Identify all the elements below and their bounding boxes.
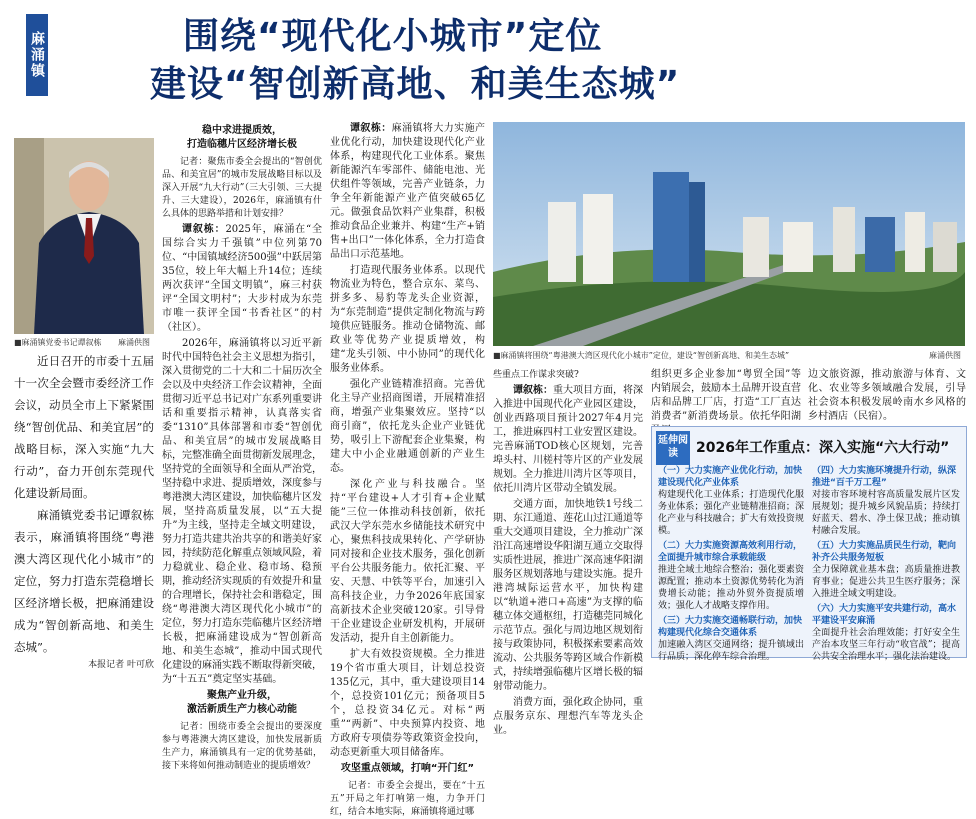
action-item-5 xyxy=(812,540,960,600)
action-item-5-body: 全力保障就业基本盘；高质量推进教育事业；促进公共卫生医疗服务；深入推进全域文明建设。 xyxy=(812,565,960,599)
answer-2-speaker: 谭叙栋： xyxy=(350,123,392,134)
action-item-6 xyxy=(812,603,960,663)
col3-paragraph-5: 扩大有效投资规模。全力推进19个省市重大项目，计划总投资135亿元，其中，重大建设项目14个，总投资101亿元；预备项目5个，总投资34亿元。对标“两重”“两新”、中央预算内投资、地方政府专项债券等政策资金投向，动态更新重大项目储备库。 xyxy=(330,649,485,758)
action-item-3-body: 加速融入湾区交通网络；提升镇域出行品质；深化停车综合治理。 xyxy=(658,640,804,662)
lead-column xyxy=(14,350,154,670)
city-aerial-photo xyxy=(493,122,965,346)
section-tag: 麻涌镇 xyxy=(26,14,48,96)
article-column-4 xyxy=(493,368,643,736)
lead-paragraph-1: 近日召开的市委十五届十一次全会暨市委经济工作会议，动员全市上下紧紧围绕“智创优品、和美宜居”的战略目标，深入实施“九大行动”，奋力开创东莞现代化建设新局面。 xyxy=(14,354,154,500)
action-item-6-title: （六）大力实施平安共建行动，高水平建设平安麻涌 xyxy=(812,604,957,626)
question-3-continued: 些重点工作谋求突破? xyxy=(493,370,579,380)
action-item-1 xyxy=(658,465,804,537)
answer-3-speaker: 谭叙栋： xyxy=(513,385,553,396)
action-item-6-body: 全面提升社会治理效能；打好安全生产治本攻坚三年行动“收官战”；提高公共安全治理水平；强化法治建设。 xyxy=(812,628,960,662)
city-photo-credit: 麻涌供图 xyxy=(929,351,961,360)
action-item-4-body: 对接市容环境村容高质量发展片区发展规划；提升城乡风貌品质；持续打好蓝天、碧水、净土保卫战；推动镇村融合发展。 xyxy=(812,490,960,536)
lead-paragraph-2: 麻涌镇党委书记谭叙栋表示，麻涌镇将围绕“粤港澳大湾区现代化小城市”的定位，努力打造东莞稳增长区经济增长极，把麻涌建设成为“智创新高地、和美生态城”。 xyxy=(14,508,154,654)
answer-1-speaker: 谭叙栋： xyxy=(182,224,226,235)
lead-author: 本报记者 叶可欣 xyxy=(88,660,154,670)
subhead-2 xyxy=(162,689,322,717)
answer-2-text: 麻涌镇将大力实施产业优化行动，加快建设现代化产业体系，构建现代化工业体系。聚焦新能源汽车零部件、储能电池、光伏组件等领域，完善产业链条，力争全年新能源产业产值突破65亿元。做强食品饮料产业集群，积极推动食品企业兼并、构建“生产+销售+出口”一体化体系，全力打造食品出口示范基地。 xyxy=(330,123,486,260)
six-actions-box xyxy=(651,426,967,662)
question-2: 记者：围绕市委全会提出的要深度参与粤港澳大湾区建设，加快发展新质生产力，麻涌镇具有一定的优势基础，接下来将如何推动制造业的提质增效？ xyxy=(162,722,322,771)
portrait-credit: 麻涌供图 xyxy=(118,338,150,347)
subhead-2-line-a: 聚焦产业升级， xyxy=(207,690,277,701)
action-item-1-title: （一）大力实施产业优化行动，加快建设现代化产业体系 xyxy=(658,466,803,488)
extended-reading-badge: 延伸阅读 xyxy=(656,431,690,465)
city-illustration xyxy=(493,122,965,346)
action-item-2-title: （二）大力实施资源高效利用行动，全面提升城市综合承载能级 xyxy=(658,541,803,563)
subhead-3: 攻坚重点领域，打响“开门红” xyxy=(340,763,475,774)
col3-paragraph-2: 打造现代服务业体系。以现代物流业为特色，整合京东、菜鸟、拼多多、易豹等龙头企业资源，为“东莞制造”提供定制化物流与跨境供应链服务。推动仓储物流、邮政业等优势产业提质增效，构建“龙头引领、中小协同”的现代化服务业体系。 xyxy=(330,265,485,374)
answer-2 xyxy=(330,122,485,262)
action-item-2 xyxy=(658,540,804,612)
article-column-2 xyxy=(162,122,323,771)
answer-1-text: 2025年，麻涌在“全国综合实力千强镇”中位列第70位、“中国镇域经济500强”中跃居第35位，较上年大幅上升14位；连续两次获评“全国文明镇”，麻三村获评“全国文明村”；大步村成为东莞市唯一获评全国“书香社区”的村（社区）。 xyxy=(162,224,323,333)
headline-line-2: 建设“智创新高地、和美生态城” xyxy=(150,64,681,105)
action-item-5-title: （五）大力实施品质民生行动，靶向补齐公共服务短板 xyxy=(812,541,957,563)
action-item-4 xyxy=(812,465,960,537)
article-column-6 xyxy=(808,368,966,423)
col5-paragraph-2: 边文旅资源，推动旅游与体育、文化、农业等多领域融合发展，引导社会资本积极发展岭南水乡风格的乡村酒店（民宿）。 xyxy=(808,369,966,422)
subhead-2-line-b: 激活新质生产力核心动能 xyxy=(187,704,297,715)
portrait-photo xyxy=(14,138,154,334)
question-1: 记者：聚焦市委全会提出的“智创优品、和美宜居”的城市发展战略目标以及深入开展“九大行动”（三大引领、三大提升、三大建设），2026年，麻涌镇有什么具体的思路举措和计划安排？ xyxy=(162,157,322,219)
six-actions-title: 2026年工作重点：深入实施“六大行动” xyxy=(696,440,950,456)
col3-paragraph-4: 深化产业与科技融合。坚持“平台建设+人才引育+企业赋能”三位一体推动科技创新，依托武汉大学东莞水乡储能技术研究中心，聚焦科技成果转化、产学研协同对接和企业技术服务，强化创新平台公共服务能力。依托汇聚、平安、天慧、中铁等平台，加速引入高科技企业，力争2026年底国家高新技术企业突破120家。引导骨干企业建设企业研发机构，开展研发活动，提升自主创新能力。 xyxy=(330,479,485,644)
col2-paragraph-2: 2026年，麻涌镇将以习近平新时代中国特色社会主义思想为指引，深入贯彻党的二十大和二十届历次全会以及中央经济工作会议精神，全面贯彻习近平总书记对广东系列重要讲话和重要指示精神，认真落实省委“1310”具体部署和市委“智创优品、和美宜居”的城市发展战略目标，完整准确全面贯彻新发展理念，坚持党的全面领导和全面从严治党，坚持稳中求进、提质增效，深度参与粤港澳大湾区建设，加快临穗片区发展，坚持高质量发展，以“五大提升”为主线，坚持走全域文明建设，努力打造共建共治共享的和谐美好家园，持续防范化解重点领域风险，着力稳就业、稳企业、稳市场、稳预期，推动经济实现质的有效提升和量的合理增长，保持社会和谐稳定，围绕“粤港澳大湾区现代化小城市”的定位，努力打造东莞临穗片区经济增长极，把麻涌建设成为“智创新高地、和美生态城”，推动中国式现代化建设的麻涌实践不断取得新突破，为“十五五”奠定坚实基础。 xyxy=(162,338,322,685)
question-3: 记者：市委全会提出，要在“十五五”开局之年打响第一炮，力争开门红，结合本地实际，麻涌镇将通过哪 xyxy=(330,781,485,817)
col5-paragraph-1: 组织更多企业参加“粤贸全国”等内销展会，鼓励本土品牌开设直营店和品牌工厂店，打造“工厂直达消费者”新消费场景。依托华阳湖 xyxy=(651,369,801,422)
action-item-3 xyxy=(658,615,804,663)
portrait-caption: ■麻涌镇党委书记谭叙栋 xyxy=(14,338,102,347)
article-column-3 xyxy=(330,122,486,817)
answer-3-text: 重大项目方面，将深入推进中国现代化产业园区建设，创业西路项目预计2027年4月完工，推进麻四村工业安置区建设。完善麻涌TOD核心区规划，完善埠头村、川槎村等片区的产业发展规划。全力推进川湾片区等项目，依托川湾片区带动全镇发展。 xyxy=(493,385,643,494)
action-item-4-title: （四）大力实施环境提升行动，纵深推进“百千万工程” xyxy=(812,466,957,488)
subhead-1-line-a: 稳中求进提质效， xyxy=(202,125,282,136)
col4-paragraph-3: 消费方面，强化政企协同，重点服务京东、理想汽车等龙头企业。 xyxy=(493,697,643,736)
actions-left-column xyxy=(658,465,804,662)
answer-3 xyxy=(493,384,643,496)
city-photo-caption: ■麻涌镇将围绕“粤港澳大湾区现代化小城市”定位，建设“智创新高地、和美生态城” xyxy=(493,351,790,360)
portrait-illustration xyxy=(14,138,154,334)
action-item-1-body: 构建现代化工业体系；打造现代化服务业体系；强化产业链精准招商；深化产业与科技融合；扩大有效投资规模。 xyxy=(658,490,804,536)
action-item-3-title: （三）大力实施交通畅联行动，加快构建现代化综合交通体系 xyxy=(658,616,803,638)
headline-line-1: 围绕“现代化小城市”定位 xyxy=(183,16,603,57)
article-column-5 xyxy=(651,368,801,423)
subhead-1 xyxy=(162,124,322,152)
col4-paragraph-2: 交通方面，加快地铁1号线二期、东江通道、莲花山过江通道等重大交通项目建设，全力推动广深沿江高速增设华阳湖互通立交取得实质性进展，推进广深高速华阳湖服务区规划落地与建设实施。提升港湾城际运营水平，加快构建以“轨道+港口+高速”为支撑的临穗立体交通枢纽，打造穗莞同城化示范节点。强化与周边地区规划衔接与政策协同，积极探索要素高效流动、公共服务等跨区域合作新模式，持续增强临穗片区增长极的辐射带动能力。 xyxy=(493,499,643,692)
subhead-1-line-b: 打造临穗片区经济增长极 xyxy=(187,139,297,150)
action-item-2-body: 推进全域土地综合整治；强化要素资源配置；推动本土资源优势转化为消费增长动能；推动外贸外资提质增效；强化人才战略支撑作用。 xyxy=(658,565,804,611)
actions-right-column xyxy=(812,465,960,662)
answer-1 xyxy=(162,223,322,335)
col3-paragraph-3: 强化产业链精准招商。完善优化主导产业招商图谱，开展精准招商，增强产业集聚效应。坚持“以商引商”，依托龙头企业产业链优势，吸引上下游配套企业集聚，构建大中小企业融通创新的产业生态。 xyxy=(330,379,485,474)
